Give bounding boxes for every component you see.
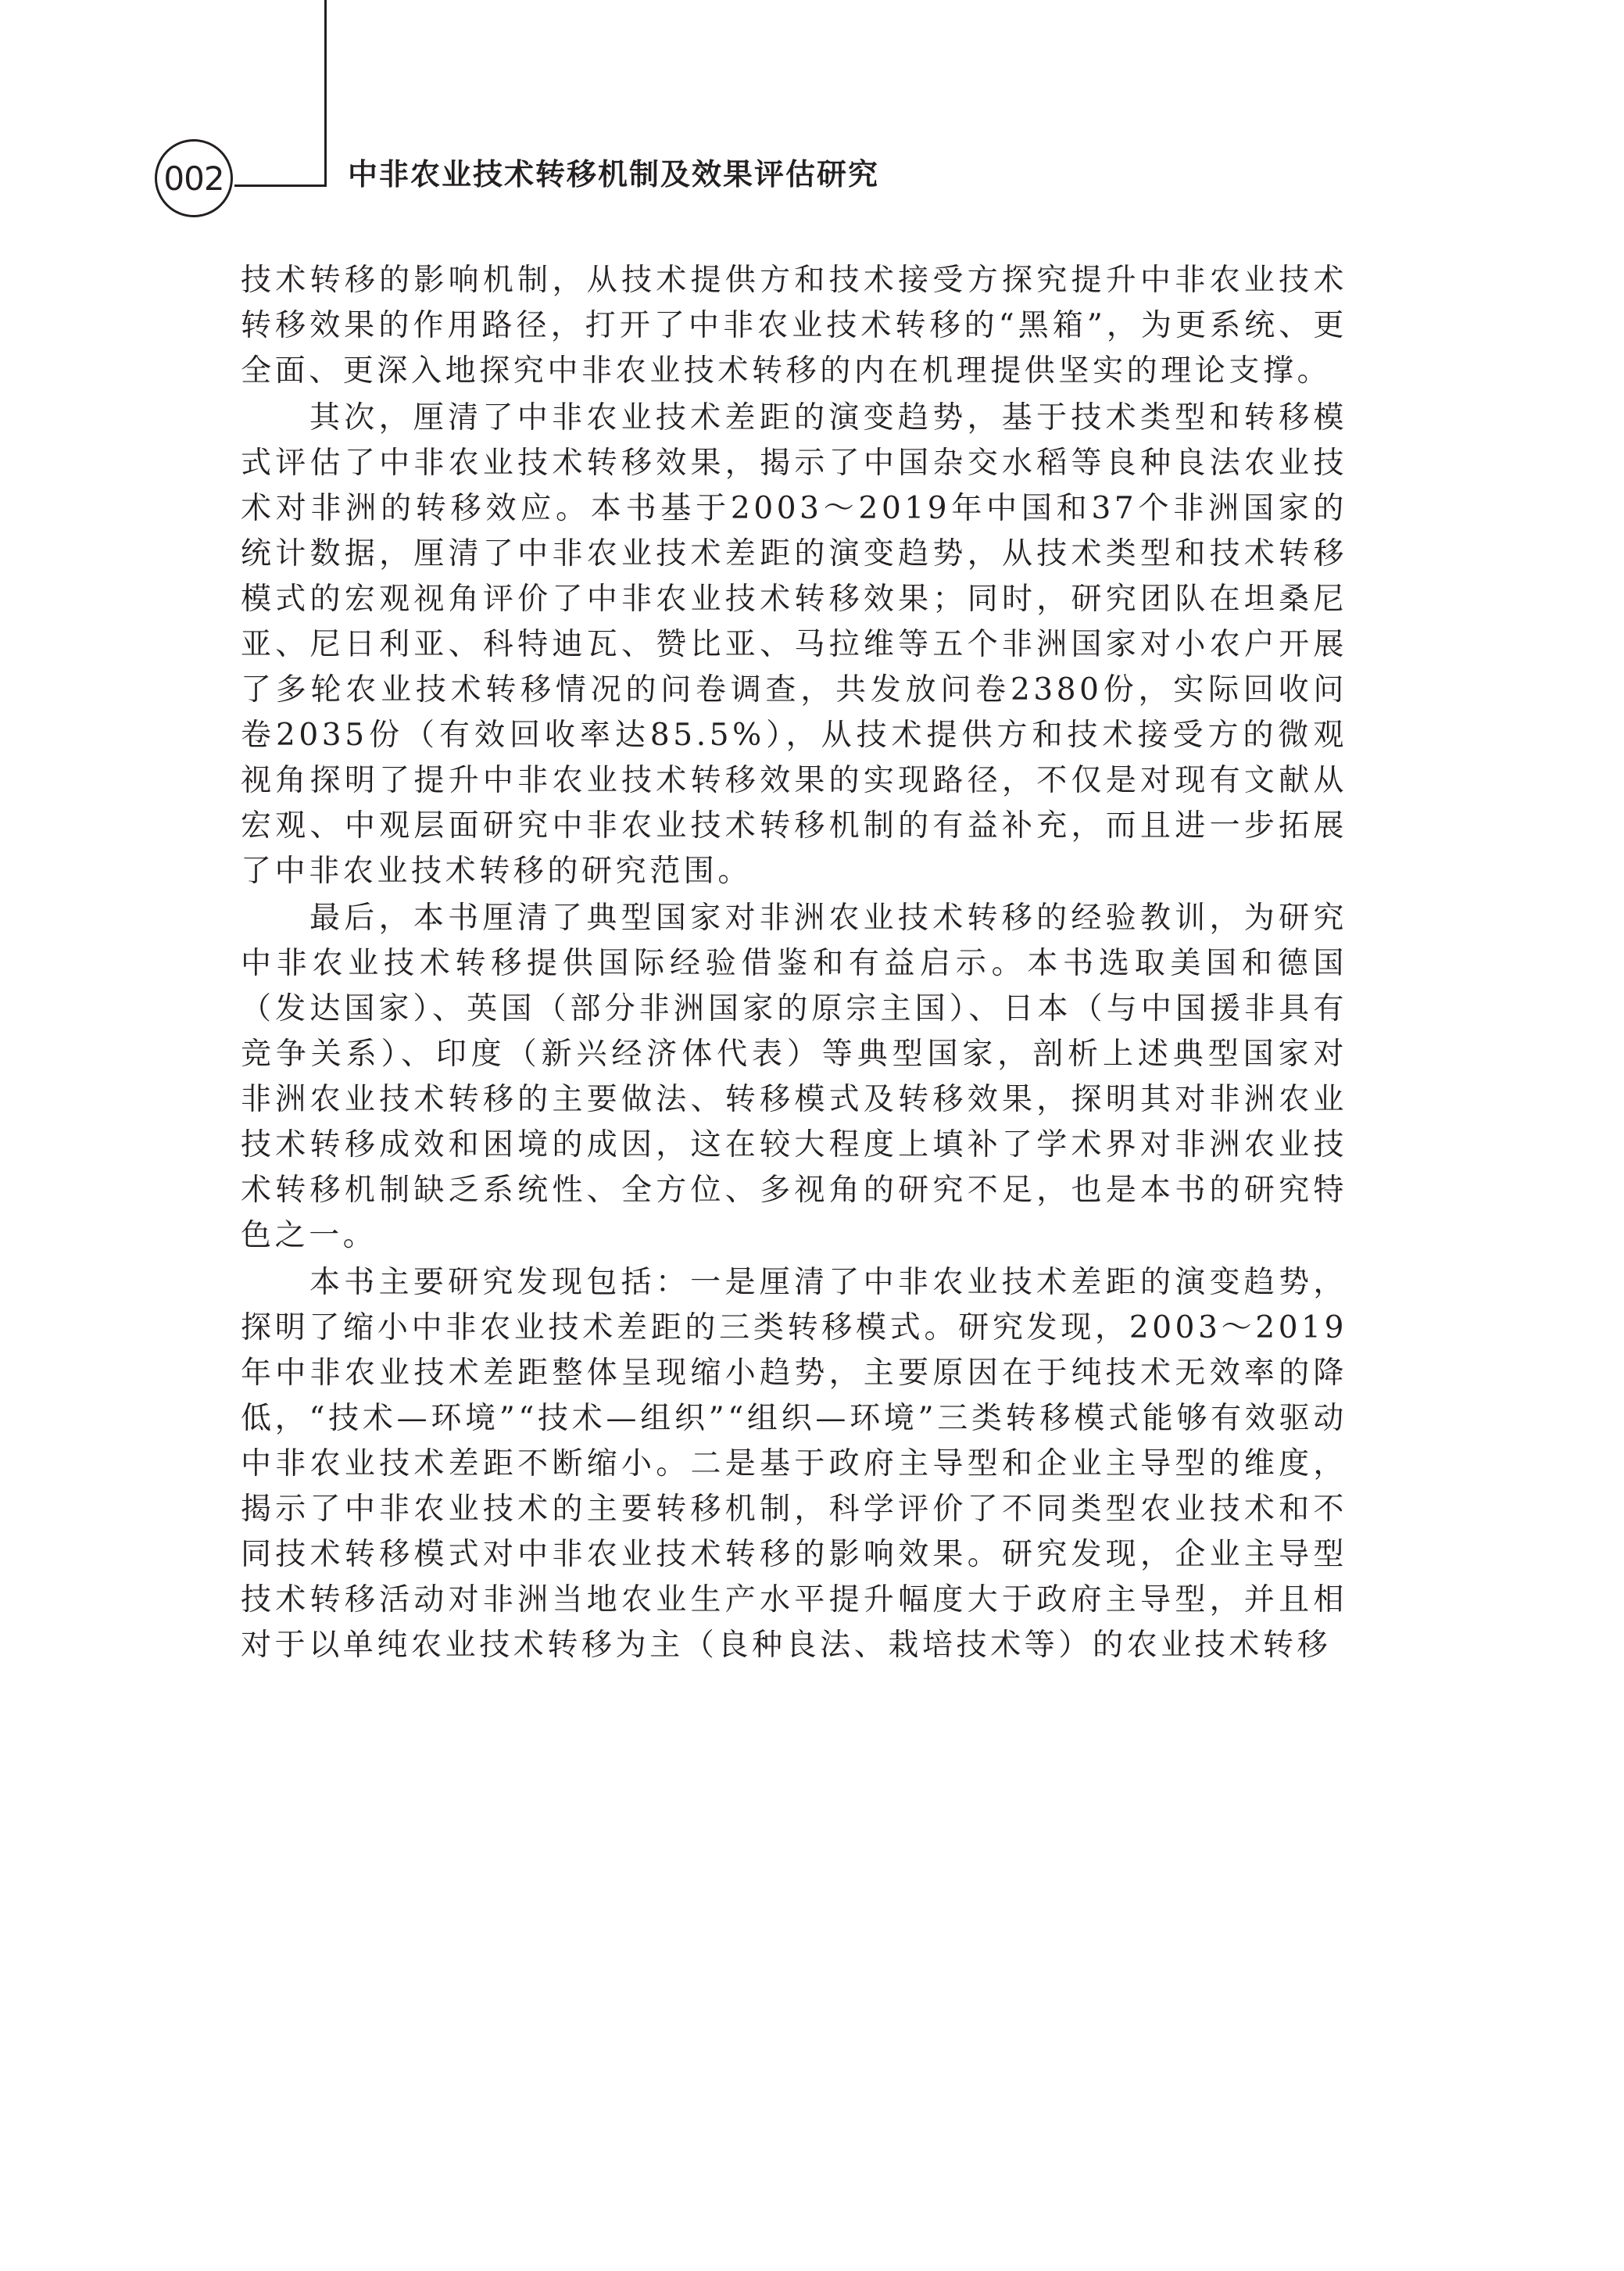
page-number	[155, 139, 233, 217]
running-title: 中非农业技术转移机制及效果评估研究	[348, 157, 880, 192]
paragraph-final-contribution: 最后，本书厘清了典型国家对非洲农业技术转移的经验教训，为研究中非农业技术转移提供国际经验借鉴和有益启示。本书选取美国和德国（发达国家）、英国（部分非洲国家的原宗主国）、日本（与中国援非具有竞争关系）、印度（新兴经济体代表）等典型国家，剖析上述典型国家对非洲农业技术转移的主要做法、转移模式及转移效果，探明其对非洲农业技术转移成效和困境的成因，这在较大程度上填补了学术界对非洲农业技术转移机制缺乏系统性、全方位、多视角的研究不足，也是本书的研究特色之一。	[241, 901, 1347, 1253]
header-vertical-rule	[324, 0, 327, 186]
body-text	[241, 258, 1347, 1668]
header-horizontal-rule	[234, 184, 327, 187]
paragraph-continuation: 技术转移的影响机制，从技术提供方和技术接受方探究提升中非农业技术转移效果的作用路径，打开了中非农业技术转移的“黑箱”，为更系统、更全面、更深入地探究中非农业技术转移的内在机理提供坚实的理论支撑。	[241, 263, 1347, 389]
paragraph-main-findings: 本书主要研究发现包括：一是厘清了中非农业技术差距的演变趋势，探明了缩小中非农业技术差距的三类转移模式。研究发现，2003～2019年中非农业技术差距整体呈现缩小趋势，主要原因在于纯技术无效率的降低，“技术—环境”“技术—组织”“组织—环境”三类转移模式能够有效驱动中非农业技术差距不断缩小。二是基于政府主导型和企业主导型的维度，揭示了中非农业技术的主要转移机制，科学评价了不同类型农业技术和不同技术转移模式对中非农业技术转移的影响效果。研究发现，企业主导型技术转移活动对非洲当地农业生产水平提升幅度大于政府主导型，并且相对于以单纯农业技术转移为主（良种良法、栽培技术等）的农业技术转移	[241, 1265, 1347, 1663]
page-number-text: 002	[163, 159, 224, 198]
paragraph-second-contribution: 其次，厘清了中非农业技术差距的演变趋势，基于技术类型和转移模式评估了中非农业技术转移效果，揭示了中国杂交水稻等良种良法农业技术对非洲的转移效应。本书基于2003～2019年中国和37个非洲国家的统计数据，厘清了中非农业技术差距的演变趋势，从技术类型和技术转移模式的宏观视角评价了中非农业技术转移效果；同时，研究团队在坦桑尼亚、尼日利亚、科特迪瓦、赞比亚、马拉维等五个非洲国家对小农户开展了多轮农业技术转移情况的问卷调查，共发放问卷2380份，实际回收问卷2035份（有效回收率达85.5%），从技术提供方和技术接受方的微观视角探明了提升中非农业技术转移效果的实现路径，不仅是对现有文献从宏观、中观层面研究中非农业技术转移机制的有益补充，而且进一步拓展了中非农业技术转移的研究范围。	[241, 400, 1347, 889]
